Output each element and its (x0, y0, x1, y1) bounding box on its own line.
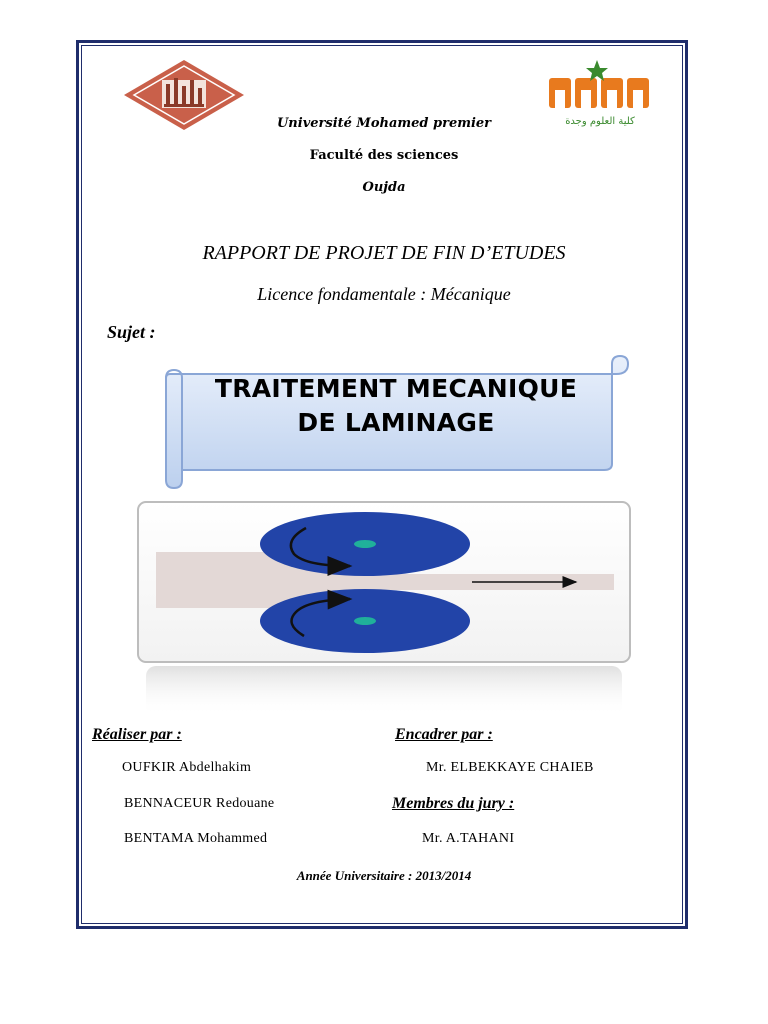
diagram-reflection (146, 666, 622, 716)
subject-label: Sujet : (107, 322, 156, 342)
report-title (170, 372, 622, 440)
faculty-logo-text: كلية العلوم وجدة (565, 116, 635, 127)
rolling-mill-diagram (136, 500, 632, 720)
city-name: Oujda (362, 180, 406, 195)
report-title-line1: TRAITEMENT MECANIQUE (214, 374, 578, 403)
authors-label: Réaliser par : (92, 726, 182, 743)
report-title-line2: DE LAMINAGE (297, 408, 495, 437)
report-type: RAPPORT DE PROJET DE FIN D’ETUDES (202, 242, 566, 264)
author-name: OUFKIR Abdelhakim (122, 760, 252, 775)
jury-label: Membres du jury : (392, 795, 515, 812)
author-name: BENTAMA Mohammed (124, 831, 268, 846)
lower-roller-axis (354, 617, 376, 625)
faculty-name: Faculté des sciences (309, 148, 459, 163)
degree-label: Licence fondamentale : Mécanique (257, 284, 511, 304)
supervisor-name: Mr. ELBEKKAYE CHAIEB (426, 760, 594, 775)
author-name: BENNACEUR Redouane (124, 796, 275, 811)
supervisor-label: Encadrer par : (395, 726, 493, 743)
jury-member-name: Mr. A.TAHANI (422, 831, 515, 846)
upper-roller-axis (354, 540, 376, 548)
university-name: Université Mohamed premier (276, 116, 492, 131)
academic-year: Année Universitaire : 2013/2014 (296, 868, 472, 883)
